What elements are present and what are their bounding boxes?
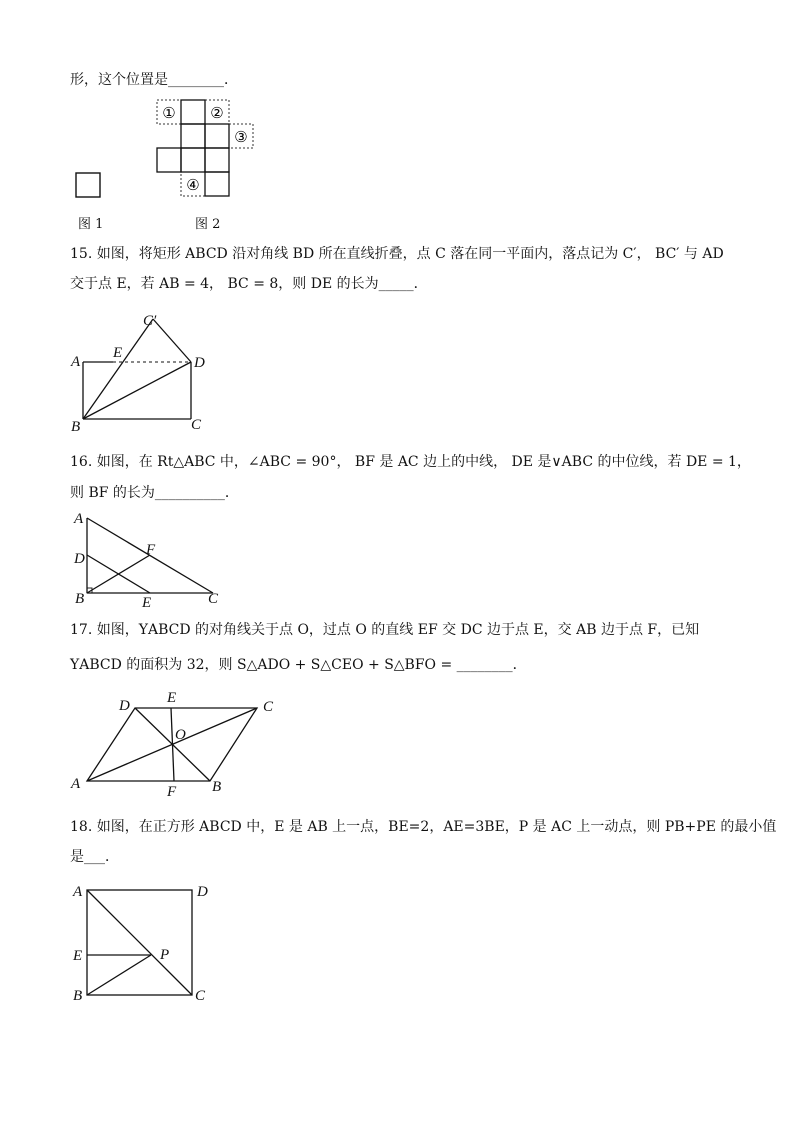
figure-1-square [70,165,110,205]
q15-label-a: A [71,354,81,370]
q18-label-p: P [160,947,170,963]
q15-label-e: E [113,345,123,361]
q16-label-a: A [74,511,84,527]
q17-figure [65,688,290,803]
q15-label-b: B [71,419,81,435]
q17-label-c: C [263,699,274,715]
marker-1: ① [162,106,176,122]
q15-label-cprime: C′ [143,313,157,329]
q17-line-1: 17. 如图，ΥABCD 的对角线关于点 O，过点 O 的直线 EF 交 DC 边于点 E，交 AB 边于点 F，已知 [70,622,700,638]
q16-line-2: 则 BF 的长为__________． [70,485,239,501]
q18-label-b: B [73,988,83,1004]
q16-label-e: E [142,595,152,611]
marker-4: ④ [186,178,200,194]
figure-2-grid [150,95,260,205]
q18-label-a: A [73,884,83,900]
q17-label-a: A [71,776,81,792]
q18-label-e: E [73,948,83,964]
q16-label-c: C [208,591,219,607]
q15-label-c: C [191,417,202,433]
figure-1-caption: 图 1 [78,217,104,232]
marker-3: ③ [234,130,248,146]
q17-label-f: F [167,784,177,800]
q17-label-o: O [175,727,186,743]
q18-label-c: C [195,988,206,1004]
q16-label-d: D [74,551,85,567]
q18-figure [65,878,225,1008]
q14-text-line: 形，这个位置是________． [70,72,238,88]
q17-label-d: D [119,698,130,714]
q15-figure [65,305,225,435]
q15-line-2: 交于点 E，若 AB = 4， BC = 8，则 DE 的长为_____． [70,276,428,292]
q16-label-b: B [75,591,85,607]
marker-2: ② [210,106,224,122]
q16-figure [65,508,235,613]
q17-label-e: E [167,690,177,706]
figure-2-caption: 图 2 [195,217,221,232]
q15-line-1: 15. 如图，将矩形 ABCD 沿对角线 BD 所在直线折叠，点 C 落在同一平面内，落点记为 C′， BC′ 与 AD [70,246,724,262]
q18-line-1: 18. 如图，在正方形 ABCD 中，E 是 AB 上一点，BE=2，AE=3BE，P 是 AC 上一动点，则 PB+PE 的最小值 [70,819,777,835]
q17-line-2: ΥABCD 的面积为 32，则 S△ADO + S△CEO + S△BFO = ________． [70,657,527,673]
q16-label-f: F [146,542,156,558]
q17-label-b: B [212,779,222,795]
q18-line-2: 是___． [70,849,119,865]
q16-line-1: 16. 如图，在 Rt△ABC 中，∠ABC = 90°， BF 是 AC 边上的中线， DE 是∨ABC 的中位线，若 DE = 1， [70,454,751,470]
q18-label-d: D [197,884,208,900]
q15-label-d: D [194,355,205,371]
